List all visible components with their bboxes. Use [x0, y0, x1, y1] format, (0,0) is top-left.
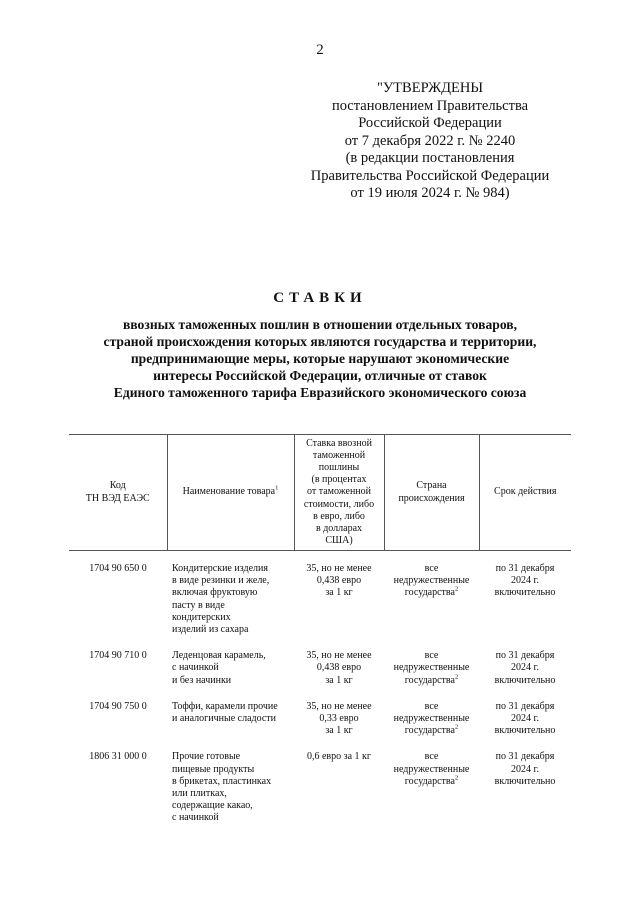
country-line: недружественные	[393, 713, 470, 725]
approval-line: от 7 декабря 2022 г. № 2240	[344, 132, 516, 149]
term-line: по 31 декабря	[495, 700, 555, 712]
subtitle-line: предпринимающие меры, которые нарушают экономические	[130, 351, 510, 366]
country-text: государства	[404, 775, 455, 787]
page-number: 2	[316, 42, 324, 58]
rates-table	[69, 434, 571, 839]
rate-line: 35, но не менее	[306, 650, 372, 662]
cell-country	[384, 701, 479, 752]
cell-code	[69, 650, 167, 701]
country-text: государства	[404, 674, 455, 686]
rate-line: 35, но не менее	[306, 700, 372, 712]
header-country-line: происхождения	[398, 492, 465, 504]
cell-country	[384, 551, 479, 651]
country-line: все	[424, 563, 439, 574]
approval-line: (в редакции постановления	[345, 150, 515, 166]
cell-name	[167, 551, 294, 651]
subtitle-line: ввозных таможенных пошлин в отношении отдельных товаров,	[122, 317, 518, 332]
document-subtitle	[60, 316, 580, 401]
name-line: или плитках,	[172, 788, 227, 800]
cell-code	[69, 551, 167, 651]
term-line: по 31 декабря	[495, 563, 555, 574]
header-term	[479, 435, 571, 551]
subtitle-line: страной происхождения которых являются государства и территории,	[103, 334, 537, 349]
header-rate-line: в долларах	[315, 523, 363, 534]
name-line: кондитерских	[172, 611, 231, 623]
term-line: включительно	[494, 775, 556, 787]
name-line: в брикетах, пластинках	[172, 775, 272, 787]
term-line: включительно	[494, 725, 556, 737]
cell-name	[167, 701, 294, 752]
footnote-marker: 1	[275, 485, 279, 493]
subtitle-line: Единого таможенного тарифа Евразийского экономического союза	[113, 385, 527, 400]
header-country	[384, 435, 479, 551]
country-line: недружественные	[393, 763, 470, 775]
name-line: Прочие готовые	[172, 751, 241, 763]
code-text: 1704 90 650 0	[89, 563, 147, 574]
cell-term	[479, 650, 571, 701]
rate-line: за 1 кг	[325, 587, 353, 599]
term-line: 2024 г.	[511, 575, 539, 587]
name-line: изделий из сахара	[172, 624, 249, 636]
header-rate-line: пошлины	[318, 461, 360, 473]
term-line: 2024 г.	[511, 713, 539, 725]
header-rate-line: Ставка ввозной	[306, 437, 372, 449]
cell-name	[167, 650, 294, 701]
name-line: с начинкой	[172, 812, 219, 824]
header-name	[167, 435, 294, 551]
country-line: недружественные	[393, 575, 470, 587]
approval-block	[300, 80, 560, 203]
country-line: все	[424, 751, 439, 763]
cell-rate	[294, 701, 384, 752]
country-line: недружественные	[393, 662, 470, 674]
cell-code	[69, 751, 167, 838]
header-rate-line: (в процентах	[311, 474, 367, 486]
header-country-line: Страна	[416, 480, 447, 492]
name-line: Кондитерские изделия	[172, 563, 268, 574]
term-line: 2024 г.	[511, 763, 539, 775]
rate-line: за 1 кг	[325, 725, 353, 737]
cell-rate	[294, 551, 384, 651]
name-line: включая фруктовую	[172, 587, 258, 599]
header-rate-line: таможенной	[312, 449, 366, 461]
rate-line: 0,438 евро	[316, 575, 362, 587]
rate-line: 35, но не менее	[306, 563, 372, 574]
rate-line: 0,33 евро	[319, 713, 359, 725]
cell-rate	[294, 650, 384, 701]
name-line: содержащие какао,	[172, 800, 253, 812]
header-code-line: Код	[109, 480, 126, 492]
code-text: 1806 31 000 0	[89, 751, 147, 763]
approval-line: от 19 июля 2024 г. № 984)	[350, 185, 510, 201]
footnote-marker: 2	[454, 673, 459, 681]
cell-term	[479, 551, 571, 651]
header-rate-line: стоимости, либо	[303, 498, 375, 510]
name-line: Леденцовая карамель,	[172, 650, 266, 662]
table-row	[69, 701, 571, 752]
table-row	[69, 551, 571, 651]
cell-code	[69, 701, 167, 752]
document-title: СТАВКИ	[273, 290, 367, 306]
header-rate-line: в евро, либо	[313, 510, 365, 522]
cell-country	[384, 650, 479, 701]
code-text: 1704 90 750 0	[89, 700, 147, 712]
approval-line: постановлением Правительства	[331, 97, 529, 114]
header-rate-line: США)	[325, 535, 353, 547]
term-line: включительно	[494, 587, 556, 599]
cell-term	[479, 751, 571, 838]
table-row	[69, 650, 571, 701]
header-code	[69, 435, 167, 551]
name-line: и аналогичные сладости	[172, 713, 277, 725]
name-line: в виде резинки и желе,	[172, 575, 270, 587]
name-line: с начинкой	[172, 662, 219, 674]
code-text: 1704 90 710 0	[89, 650, 147, 662]
term-line: включительно	[494, 674, 556, 686]
country-line	[387, 725, 476, 737]
rate-line: за 1 кг	[325, 674, 353, 686]
table-row	[69, 751, 571, 838]
rate-line: 0,438 евро	[316, 662, 362, 674]
header-name-text: Наименование товара	[182, 486, 276, 498]
header-rate	[294, 435, 384, 551]
header-rate-line: от таможенной	[306, 486, 372, 498]
name-line: пасту в виде	[172, 599, 225, 611]
approval-line: Правительства Российской Федерации	[310, 167, 550, 184]
name-line: пищевые продукты	[172, 763, 255, 775]
name-line: и без начинки	[172, 674, 232, 686]
table-header-row	[69, 435, 571, 551]
header-code-line: ТН ВЭД ЕАЭС	[85, 492, 150, 504]
header-term-text: Срок действия	[494, 486, 557, 498]
cell-term	[479, 701, 571, 752]
country-text: государства	[404, 587, 455, 599]
approval-line: Российской Федерации	[358, 115, 502, 131]
approval-line: "УТВЕРЖДЕНЫ	[377, 80, 483, 96]
cell-rate	[294, 751, 384, 838]
cell-name	[167, 751, 294, 838]
term-line: 2024 г.	[511, 662, 539, 674]
country-line: все	[424, 650, 439, 662]
subtitle-line: интересы Российской Федерации, отличные от ставок	[153, 368, 487, 383]
term-line: по 31 декабря	[495, 751, 555, 763]
country-line	[387, 587, 476, 599]
footnote-marker: 2	[454, 774, 459, 782]
country-line: все	[424, 700, 439, 712]
country-line	[387, 675, 476, 687]
footnote-marker: 2	[454, 723, 459, 731]
name-line: Тоффи, карамели прочие	[172, 700, 278, 712]
rate-line: 0,6 евро за 1 кг	[306, 751, 371, 763]
cell-country	[384, 751, 479, 838]
term-line: по 31 декабря	[495, 650, 555, 662]
footnote-marker: 2	[454, 586, 459, 594]
country-text: государства	[404, 725, 455, 737]
country-line	[387, 776, 476, 788]
